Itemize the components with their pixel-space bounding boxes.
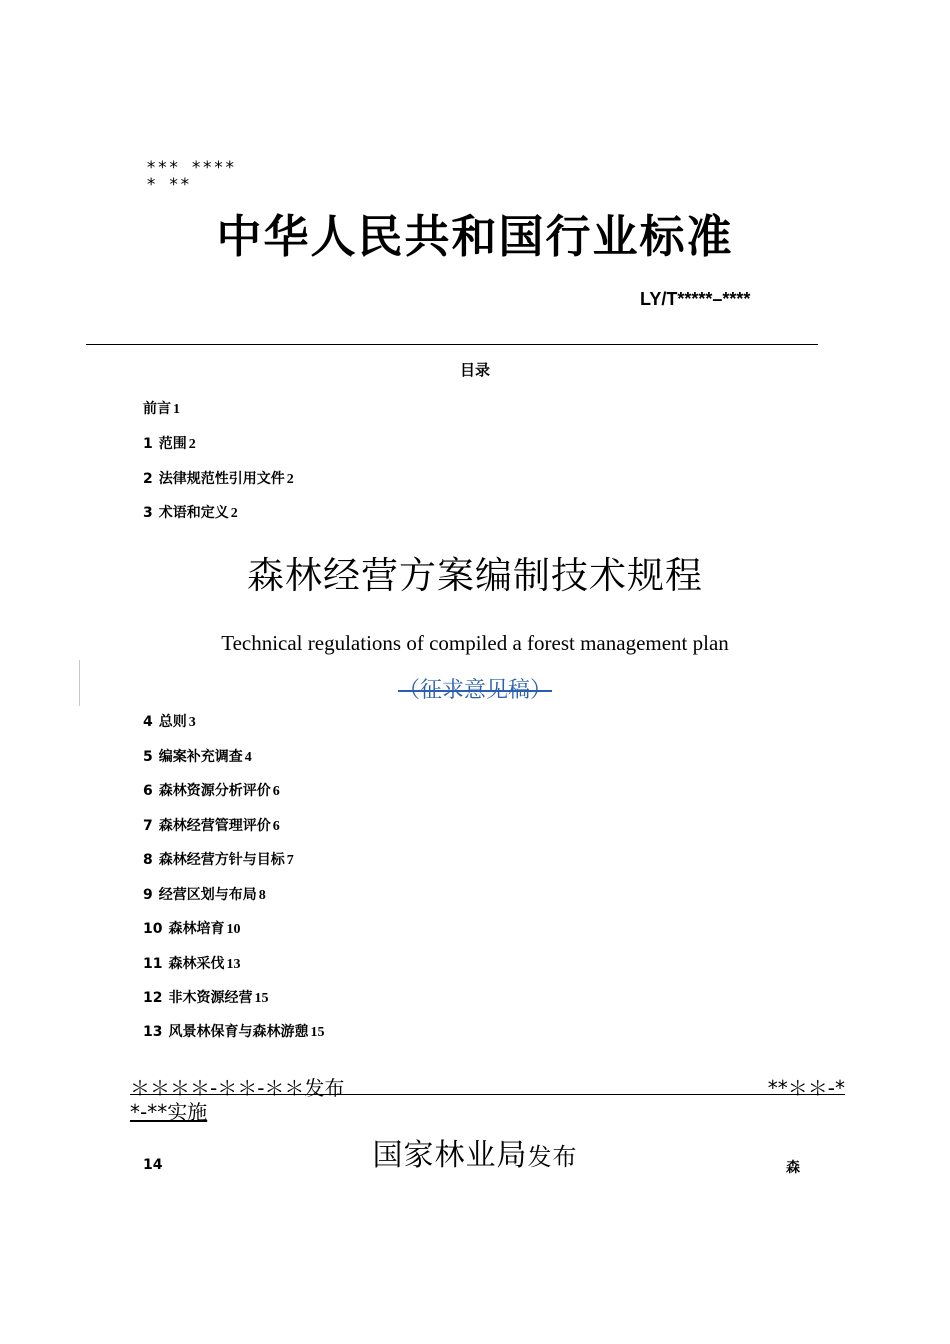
toc-item-number: 11 [143,956,163,972]
toc-item[interactable] [143,711,196,731]
toc-item[interactable] [143,468,294,488]
toc-item-page: 15 [254,991,269,1006]
toc-item-title: 范围 [158,436,187,452]
publisher [0,1130,950,1174]
toc-item[interactable] [143,815,280,835]
toc-item-title: 森林经营方针与目标 [158,852,285,868]
toc-item-title: 总则 [158,714,187,730]
toc-item[interactable] [143,502,238,522]
footer-right-text: 森 [786,1160,800,1176]
publish-date: ＊＊＊＊-＊＊-＊＊发布 [130,1076,345,1100]
publisher-suffix: 发布 [527,1143,578,1171]
page-number: 14 [143,1157,163,1173]
toc-item-page: 2 [230,506,238,521]
toc-item[interactable] [143,746,252,766]
toc-item[interactable] [143,433,196,453]
implement-date-end: *-**实施 [130,1100,208,1124]
standard-number: LY/T*****–**** [640,289,751,309]
toc-item-number: 3 [143,505,153,521]
toc-item-number: 4 [143,714,153,730]
toc-item-number: 10 [143,921,163,937]
toc-item-number: 5 [143,749,153,765]
toc-item-title: 森林培育 [168,921,225,937]
toc-item-number: 6 [143,783,153,799]
toc-item-page: 2 [286,472,294,487]
toc-item[interactable] [143,987,268,1007]
draft-label-text: （征求意见稿） [397,678,552,703]
toc-item-page: 10 [226,922,241,937]
toc-item-number: 13 [143,1024,163,1040]
toc-item[interactable] [143,884,266,904]
toc-item-number: 2 [143,471,153,487]
document-title-en: Technical regulations of compiled a forest management plan [221,631,729,655]
toc-item-number: 8 [143,852,153,868]
toc-item-page: 6 [272,819,280,834]
toc-item[interactable] [143,1021,324,1041]
toc-item-page: 13 [226,957,241,972]
toc-item-number: 9 [143,887,153,903]
toc-item-page: 1 [173,402,180,417]
toc-item-title: 法律规范性引用文件 [158,471,285,487]
toc-item-title: 风景林保育与森林游憩 [168,1024,309,1040]
toc-item-number: 7 [143,818,153,834]
document-code-line1: *** **** [146,158,236,178]
document-title-cn: 森林经营方案编制技术规程 [247,554,703,597]
toc-item[interactable] [143,398,180,418]
toc-item-title: 森林资源分析评价 [158,783,271,799]
toc-item-page: 15 [310,1025,325,1040]
toc-item-title: 非木资源经营 [168,990,253,1006]
toc-item-page: 3 [188,715,196,730]
toc-item-page: 2 [188,437,196,452]
margin-marker [79,660,80,706]
implement-date-start: **＊＊-* [767,1076,845,1100]
toc-item[interactable] [143,953,240,973]
toc-item-page: 4 [244,750,252,765]
toc-heading: 目录 [459,361,490,379]
toc-item-title: 森林采伐 [168,956,225,972]
toc-item[interactable] [143,918,240,938]
toc-item-title: 前言 [143,401,171,417]
toc-item-title: 经营区划与布局 [158,887,257,903]
main-title: 中华人民共和国行业标准 [216,210,734,263]
toc-item-title: 森林经营管理评价 [158,818,271,834]
document-code [146,160,236,194]
document-code-line2: * ** [146,175,191,195]
toc-item[interactable] [143,849,294,869]
toc-item-page: 6 [272,784,280,799]
header-divider [86,344,818,345]
toc-item-title: 术语和定义 [158,505,229,521]
toc-item-title: 编案补充调查 [158,749,243,765]
footer-divider [130,1094,845,1095]
toc-item-page: 7 [286,853,294,868]
toc-item-page: 8 [258,888,266,903]
draft-label [0,673,950,704]
toc-item[interactable] [143,780,280,800]
toc-item-number: 1 [143,436,153,452]
toc-item-number: 12 [143,990,163,1006]
publisher-name: 国家林业局 [372,1138,528,1173]
